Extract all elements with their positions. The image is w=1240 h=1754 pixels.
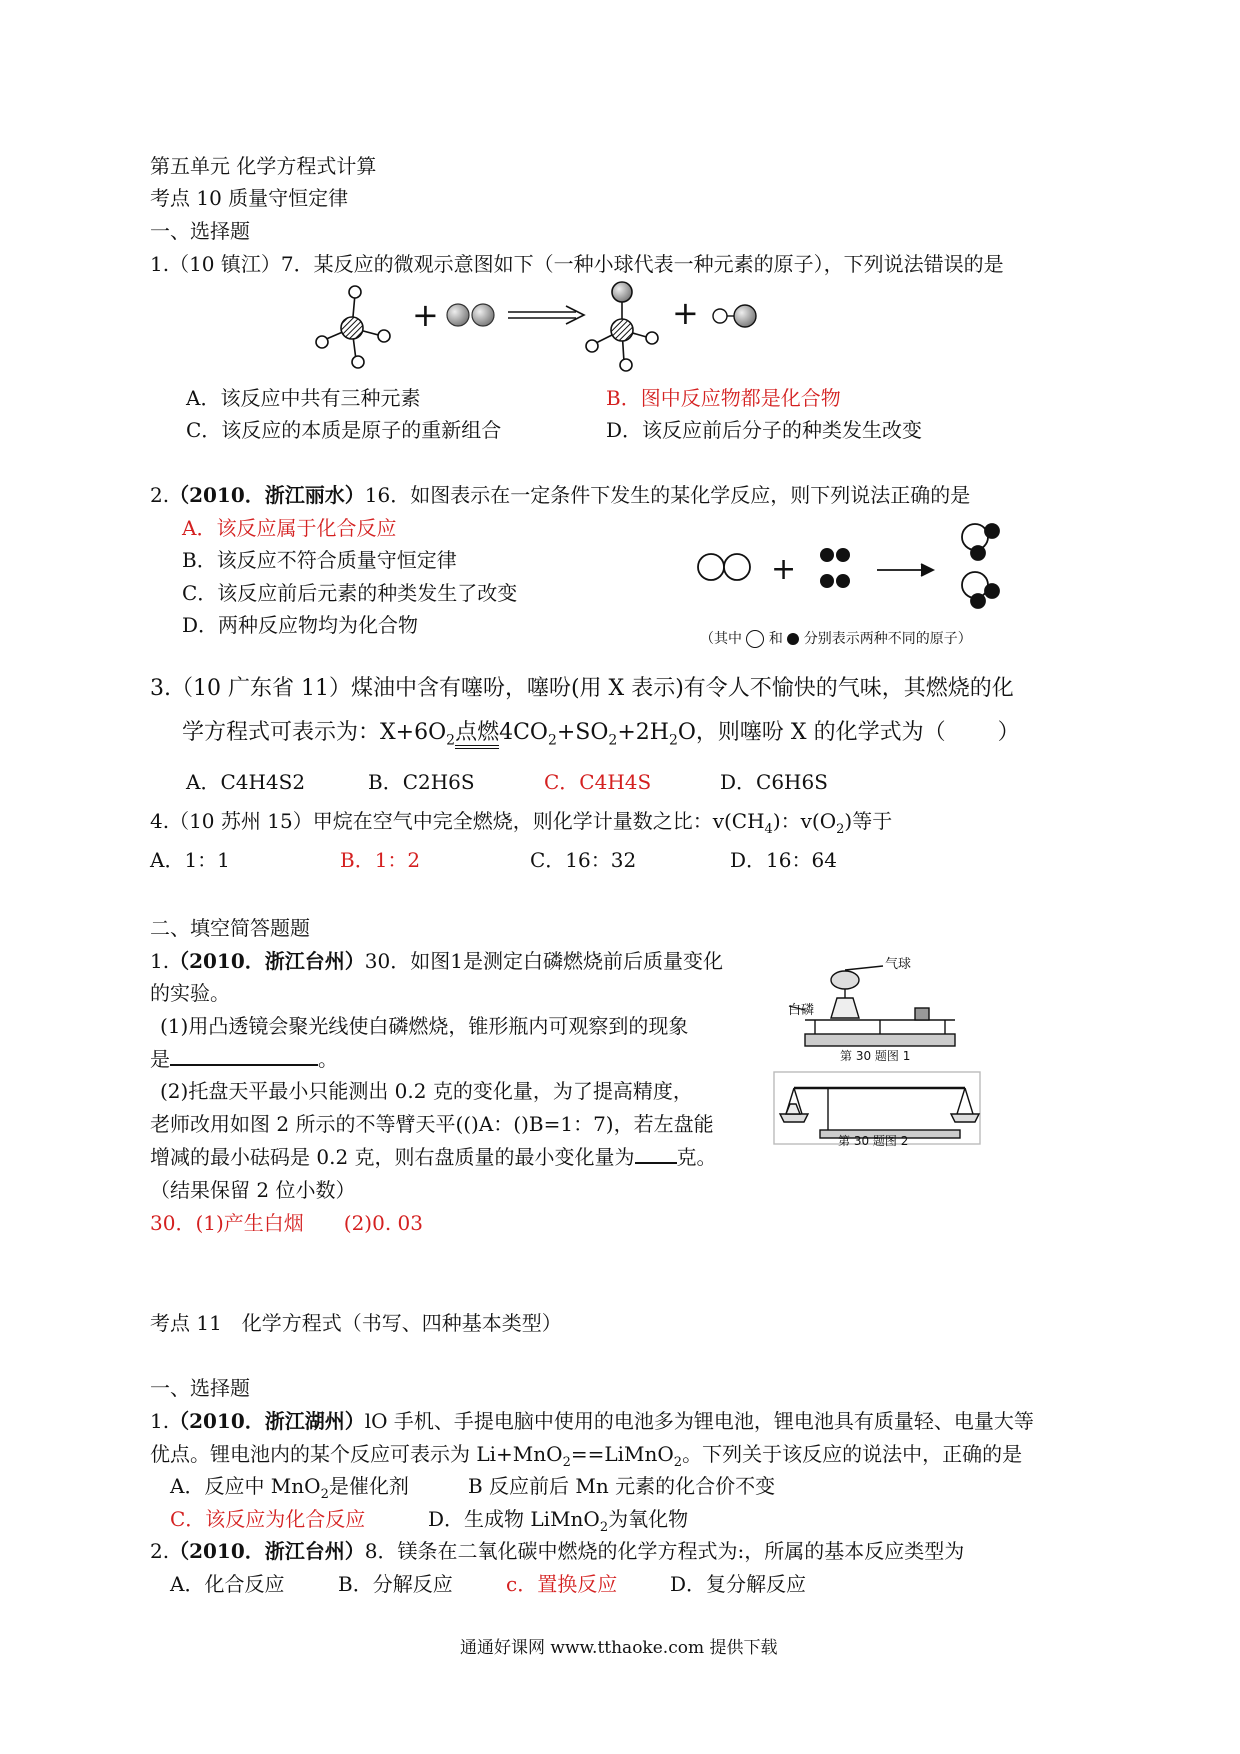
q2-label: 2.: [150, 483, 170, 507]
t11-q2-label: 2.: [150, 1539, 170, 1563]
unit-title: 第五单元 化学方程式计算: [150, 154, 377, 178]
t11-q1-line2-pre: 优点。锂电池内的某个反应可表示为 Li+MnO: [150, 1442, 563, 1466]
fill1-line4: [150, 1049, 338, 1069]
fill1-line1: [150, 951, 723, 971]
molecule-product-2: [713, 305, 756, 327]
t11-q1-option-c: C．该反应为化合反应: [170, 1507, 366, 1531]
fill1-line1-text: 30．如图1是测定白磷燃烧前后质量变化: [364, 949, 723, 973]
t11-q2-source: （2010．浙江台州）: [169, 1539, 365, 1563]
fill1-source: （2010．浙江台州）: [169, 949, 365, 973]
white-atom-icon: [746, 630, 764, 648]
q4-stem: 4.（10 苏州 15）甲烷在空气中完全燃烧，则化学计量数之比：$v(CH_4)$：$v(O_2)$等于: [150, 809, 893, 837]
q3-option-d: D．C6H6S: [720, 770, 828, 794]
topic11-title: 考点 11 化学方程式（书写、四种基本类型）: [150, 1311, 562, 1335]
fill1-line7-post: 克。: [676, 1145, 717, 1169]
t11-q2-stem: 8．镁条在二氧化碳中燃烧的化学方程式为:，所属的基本反应类型为: [364, 1539, 965, 1563]
q3-line2: 学方程式可表示为：$X+6O_2$点燃$4CO_2+SO_2+2H_2O$，则噻吩 X 的化学式为（ ）: [182, 720, 1020, 749]
q3-eq-part3: +SO: [556, 720, 609, 745]
q2-option-a: A．该反应属于化合反应: [182, 516, 397, 540]
t11-q1-line2: 优点。锂电池内的某个反应可表示为 Li+MnO$_2$==LiMnO$_2$。下列关于该反应的说法中，正确的是: [150, 1442, 1023, 1470]
t11-q1-line2-mid: ==LiMnO: [570, 1442, 674, 1466]
q4-stem-part1: 4.（10 苏州 15）甲烷在空气中完全燃烧，则化学计量数之比：v(CH: [150, 809, 765, 833]
q4-stem-part3: )等于: [844, 809, 893, 833]
molecule-white-pair: [698, 554, 750, 580]
plus-sign-1: +: [412, 296, 439, 334]
fill1-line8: （结果保留 2 位小数）: [150, 1178, 356, 1202]
t11-q1-line1: [150, 1411, 1034, 1431]
q2-reaction-diagram: [695, 515, 1035, 615]
molecule-reactant-1: [316, 286, 390, 368]
q3-eq-part5: O，则噻吩 X 的化学式为（: [677, 720, 946, 745]
molecule-product-1: [586, 282, 658, 371]
fig1-caption: 第 30 题图 1: [840, 1049, 911, 1063]
caption-part-2: 和: [768, 631, 783, 647]
t11-q1-opt-d-post: 为氧化物: [608, 1507, 689, 1531]
t11-q2-option-a: A．化合反应: [170, 1572, 285, 1596]
q1-option-a: A．该反应中共有三种元素: [186, 386, 421, 410]
q4-option-a: A．1：1: [150, 848, 230, 872]
topic11-section1-title: 一、选择题: [150, 1376, 250, 1400]
fill1-line5: (2)托盘天平最小只能测出 0.2 克的变化量，为了提高精度，: [160, 1079, 693, 1103]
q3-eq-part4: +2H: [617, 720, 669, 745]
fill1-label: 1.: [150, 949, 170, 973]
molecule-black-pairs: [820, 548, 850, 588]
t11-q2-option-c: c．置换反应: [506, 1572, 618, 1596]
q2-option-b: B．该反应不符合质量守恒定律: [182, 548, 457, 572]
q3-option-b: B．C2H6S: [368, 770, 475, 794]
q2-diagram-caption: [700, 630, 972, 648]
caption-part-1: （其中: [700, 631, 742, 647]
fill1-line3: (1)用凸透镜会聚光线使白磷燃烧，锥形瓶内可观察到的现象: [160, 1014, 689, 1038]
fill1-line7-pre: 增减的最小砝码是 0.2 克，则右盘质量的最小变化量为: [150, 1145, 635, 1169]
q2-option-d: D．两种反应物均为化合物: [182, 613, 419, 637]
q1-stem: 1.（10 镇江）7．某反应的微观示意图如下（一种小球代表一种元素的原子），下列说法错误的是: [150, 252, 1004, 276]
answer-blank-2[interactable]: [635, 1162, 677, 1164]
t11-q1-line1-text: lO 手机、手提电脑中使用的电池多为锂电池，锂电池具有质量轻、电量大等: [364, 1409, 1034, 1433]
page-footer: 通通好课网 www.tthaoke.com 提供下载: [460, 1638, 778, 1658]
black-atom-icon: [787, 633, 799, 645]
q3-option-a: A．C4H4S2: [186, 770, 306, 794]
t11-q1-option-b: B 反应前后 Mn 元素的化合价不变: [468, 1474, 776, 1498]
t11-q1-opt-a-post: 是催化剂: [328, 1474, 409, 1498]
reaction-arrow: [508, 306, 584, 324]
fig1-label-balloon: 气球: [885, 957, 912, 972]
q4-option-c: C．16：32: [530, 848, 637, 872]
t11-q1-option-d: D．生成物 LiMnO$_2$为氧化物: [428, 1507, 689, 1535]
topic10-section2-title: 二、填空简答题题: [150, 916, 310, 940]
q1-option-b: B．图中反应物都是化合物: [606, 386, 841, 410]
q4-option-b: B．1：2: [340, 848, 421, 872]
t11-q1-label: 1.: [150, 1409, 170, 1433]
fill1-line4-pre: 是: [150, 1047, 170, 1071]
q2-stem: 16．如图表示在一定条件下发生的某化学反应，则下列说法正确的是: [364, 483, 971, 507]
plus-sign-2: +: [672, 294, 699, 332]
t11-q2-line: [150, 1541, 964, 1561]
fig1-label-phosphorus: 白磷: [788, 1003, 815, 1018]
t11-q1-opt-a-pre: A．反应中 MnO: [170, 1474, 321, 1498]
q4-option-d: D．16：64: [730, 848, 837, 872]
fill1-line4-post: 。: [318, 1047, 338, 1071]
molecule-reactant-2: [447, 304, 494, 326]
q3-eq-part1: 学方程式可表示为：X+6O: [182, 720, 447, 745]
q3-condition: 点燃: [455, 720, 499, 749]
t11-q1-source: （2010．浙江湖州）: [169, 1409, 365, 1433]
q2-stem-line: [150, 485, 970, 505]
q2-option-c: C．该反应前后元素的种类发生了改变: [182, 581, 518, 605]
q1-option-d: D．该反应前后分子的种类发生改变: [606, 418, 923, 442]
plus-sign-3: +: [771, 552, 797, 587]
topic10-title: 考点 10 质量守恒定律: [150, 186, 349, 210]
q3-option-c: C．C4H4S: [544, 770, 652, 794]
q3-line1: 3.（10 广东省 11）煤油中含有噻吩，噻吩(用 X 表示)有令人不愉快的气味，其燃烧的化: [150, 676, 1014, 701]
fill1-answer: 30．(1)产生白烟 (2)0. 03: [150, 1211, 423, 1235]
q3-eq-part2: 4CO: [499, 720, 548, 745]
product-molecules-2: [962, 524, 999, 608]
fill1-line2: 的实验。: [150, 981, 230, 1005]
q1-reaction-diagram: [300, 280, 800, 380]
fig2-caption: 第 30 题图 2: [838, 1134, 909, 1148]
topic10-section1-title: 一、选择题: [150, 219, 250, 243]
t11-q2-option-b: B．分解反应: [338, 1572, 453, 1596]
reaction-arrow-2: [877, 564, 933, 576]
caption-part-3: 分别表示两种不同的原子）: [803, 631, 972, 647]
t11-q1-opt-d-pre: D．生成物 LiMnO: [428, 1507, 600, 1531]
fill1-line6: 老师改用如图 2 所示的不等臂天平(()A：()B=1：7)，若左盘能: [150, 1112, 714, 1136]
fill1-line7: [150, 1147, 717, 1167]
t11-q1-option-a: A．反应中 MnO$_2$是催化剂: [170, 1474, 409, 1502]
q4-stem-part2: )：v(O: [772, 809, 837, 833]
answer-blank-1[interactable]: [170, 1064, 318, 1066]
q3-paren-close: ）: [997, 720, 1020, 745]
q1-option-c: C．该反应的本质是原子的重新组合: [186, 418, 502, 442]
t11-q1-line2-post: 。下列关于该反应的说法中，正确的是: [682, 1442, 1023, 1466]
q2-source: （2010．浙江丽水）: [169, 483, 365, 507]
t11-q2-option-d: D．复分解反应: [670, 1572, 807, 1596]
